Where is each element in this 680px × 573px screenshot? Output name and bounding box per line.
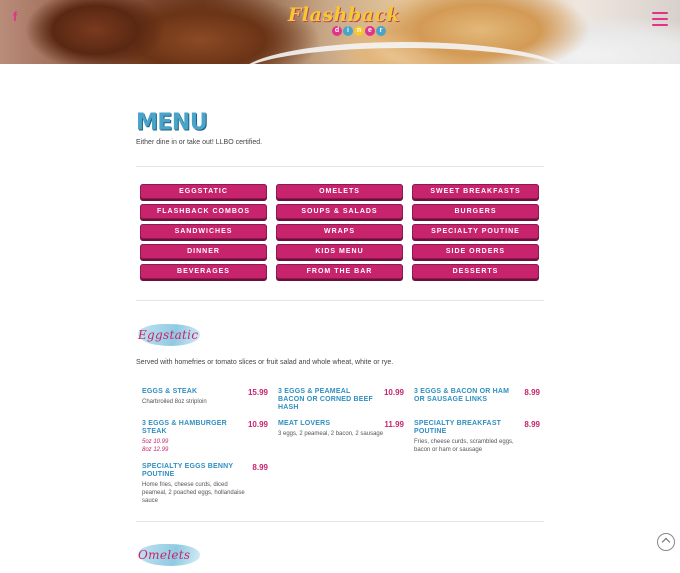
- divider: [136, 521, 544, 522]
- category-button-flashback-combos[interactable]: FLASHBACK COMBOS: [140, 204, 267, 219]
- item-name: SPECIALTY EGGS BENNY POUTINE: [142, 463, 234, 478]
- item-price: 15.99: [247, 388, 268, 397]
- item-name: 3 EGGS & PEAMEAL BACON OR CORNED BEEF HASH: [278, 388, 374, 411]
- category-button-kids-menu[interactable]: KIDS MENU: [276, 244, 403, 259]
- menu-item: [142, 463, 268, 505]
- category-button-wraps[interactable]: WRAPS: [276, 224, 403, 239]
- category-button-sandwiches[interactable]: SANDWICHES: [140, 224, 267, 239]
- category-button-beverages[interactable]: BEVERAGES: [140, 264, 267, 279]
- item-description: Fries, cheese curds, scrambled eggs, bacon or ham or sausage: [414, 439, 514, 453]
- menu-item: [142, 388, 268, 406]
- logo-dot: d: [332, 26, 342, 36]
- item-name: 3 EGGS & HAMBURGER STEAK: [142, 420, 227, 435]
- divider: [136, 166, 544, 167]
- item-price: 10.99: [383, 388, 404, 397]
- hamburger-menu-icon[interactable]: [652, 12, 668, 26]
- item-price: 8.99: [524, 420, 540, 429]
- menu-item: [278, 388, 404, 412]
- item-price: 11.99: [384, 420, 404, 429]
- category-button-side-orders[interactable]: SIDE ORDERS: [412, 244, 539, 259]
- item-description: Home fries, cheese curds, diced peameal, 2 poached eggs, hollandaise sauce: [142, 482, 245, 504]
- category-button-specialty-poutine[interactable]: SPECIALTY POUTINE: [412, 224, 539, 239]
- category-button-dinner[interactable]: DINNER: [140, 244, 267, 259]
- item-name: 3 EGGS & BACON OR HAM OR SAUSAGE LINKS: [414, 388, 510, 403]
- item-price: 8.99: [252, 463, 268, 472]
- section-heading-eggstatic: [136, 320, 206, 352]
- menu-subtitle: Either dine in or take out! LLBO certified.: [136, 139, 263, 146]
- divider: [136, 300, 544, 301]
- category-button-soups-salads[interactable]: SOUPS & SALADS: [276, 204, 403, 219]
- logo-script-text: Flashback: [287, 4, 401, 26]
- category-button-sweet-breakfasts[interactable]: SWEET BREAKFASTS: [412, 184, 539, 199]
- logo-dot: i: [343, 26, 353, 36]
- facebook-icon[interactable]: f: [12, 9, 18, 24]
- item-name: EGGS & STEAK: [142, 388, 198, 395]
- section-description: Served with homefries or tomato slices or fruit salad and whole wheat, white or rye.: [136, 359, 394, 366]
- category-button-desserts[interactable]: DESSERTS: [412, 264, 539, 279]
- menu-item: [414, 420, 540, 454]
- item-name: MEAT LOVERS: [278, 420, 331, 427]
- category-button-burgers[interactable]: BURGERS: [412, 204, 539, 219]
- category-button-from-the-bar[interactable]: FROM THE BAR: [276, 264, 403, 279]
- menu-item: [414, 388, 540, 404]
- item-name: SPECIALTY BREAKFAST POUTINE: [414, 420, 502, 435]
- plate-rim-decoration: [240, 42, 570, 64]
- menu-item: [142, 420, 268, 454]
- logo-dot: e: [365, 26, 375, 36]
- logo-dot: r: [376, 26, 386, 36]
- hero-banner: [0, 0, 680, 64]
- section-title: Eggstatic: [138, 328, 199, 342]
- scroll-to-top-button[interactable]: [657, 533, 675, 551]
- item-price: 8.99: [524, 388, 540, 397]
- item-description: Charbroiled 8oz striploin: [142, 399, 207, 405]
- item-price: 10.99: [247, 420, 268, 429]
- item-variant: 5oz 10.99: [142, 439, 169, 445]
- category-button-eggstatic[interactable]: EGGSTATIC: [140, 184, 267, 199]
- category-button-omelets[interactable]: OMELETS: [276, 184, 403, 199]
- logo-dot: n: [354, 26, 364, 36]
- site-logo[interactable]: [280, 4, 400, 38]
- section-title: Omelets: [138, 548, 191, 562]
- section-heading-omelets: [136, 540, 206, 572]
- item-variant: 8oz 12.99: [142, 447, 169, 453]
- logo-diner-dots: [332, 26, 386, 36]
- page-title: MENU: [136, 109, 208, 136]
- item-description: 3 eggs, 2 peameal, 2 bacon, 2 sausage: [278, 431, 384, 437]
- menu-item: [278, 420, 404, 438]
